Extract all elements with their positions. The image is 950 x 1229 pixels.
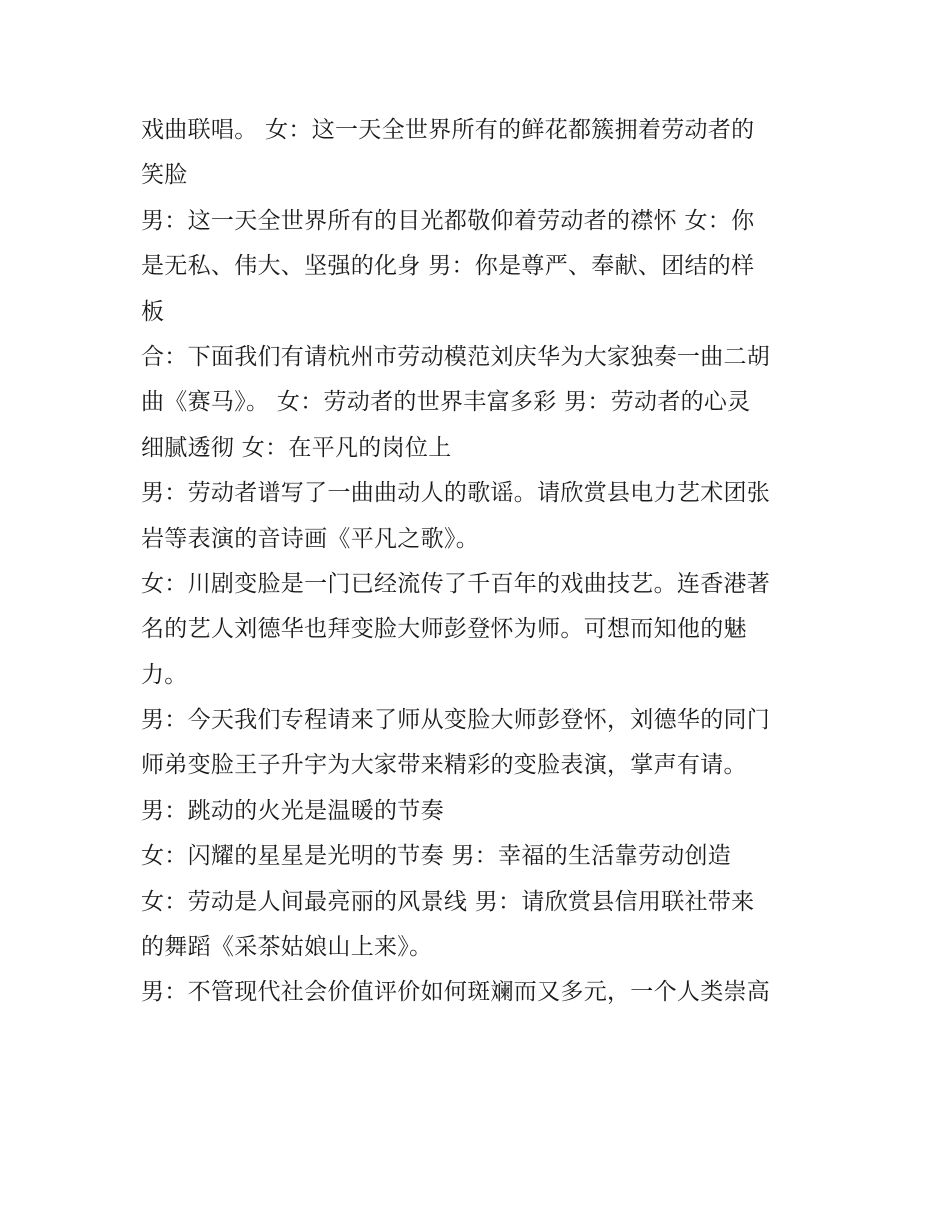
text-line: 笑脸 — [141, 162, 188, 189]
text-line: 女：劳动是人间最亮丽的风景线 男：请欣赏县信用联社带来 — [141, 888, 755, 915]
text-line: 女：川剧变脸是一门已经流传了千百年的戏曲技艺。连香港著 — [141, 570, 771, 597]
text-line: 男：不管现代社会价值评价如何斑斓而又多元，一个人类崇高 — [141, 979, 771, 1006]
text-line: 女：闪耀的星星是光明的节奏 男：幸福的生活靠劳动创造 — [141, 843, 732, 870]
text-line: 男：今天我们专程请来了师从变脸大师彭登怀，刘德华的同门 — [141, 707, 771, 734]
text-line: 名的艺人刘德华也拜变脸大师彭登怀为师。可想而知他的魅 — [141, 616, 747, 643]
text-line: 男：跳动的火光是温暖的节奏 — [141, 797, 444, 824]
text-line: 男：劳动者谱写了一曲曲动人的歌谣。请欣赏县电力艺术团张 — [141, 480, 771, 507]
text-line: 的舞蹈《采茶姑娘山上来》。 — [141, 934, 433, 961]
text-line: 细腻透彻 女：在平凡的岗位上 — [141, 434, 452, 461]
text-line: 是无私、伟大、坚强的化身 男：你是尊严、奉献、团结的样 — [141, 253, 755, 280]
text-line: 戏曲联唱。 女：这一天全世界所有的鲜花都簇拥着劳动者的 — [141, 117, 755, 143]
text-line: 男：这一天全世界所有的目光都敬仰着劳动者的襟怀 女：你 — [141, 207, 755, 234]
text-line: 力。 — [141, 661, 188, 688]
document-body — [141, 108, 831, 1016]
text-line: 曲《赛马》。 女：劳动者的世界丰富多彩 男：劳动者的心灵 — [141, 389, 751, 416]
text-line: 岩等表演的音诗画《平凡之歌》。 — [141, 525, 479, 552]
text-line: 师弟变脸王子升宇为大家带来精彩的变脸表演，掌声有请。 — [141, 752, 747, 779]
text-line: 合：下面我们有请杭州市劳动模范刘庆华为大家独奏一曲二胡 — [141, 343, 771, 370]
text-line: 板 — [141, 298, 165, 325]
